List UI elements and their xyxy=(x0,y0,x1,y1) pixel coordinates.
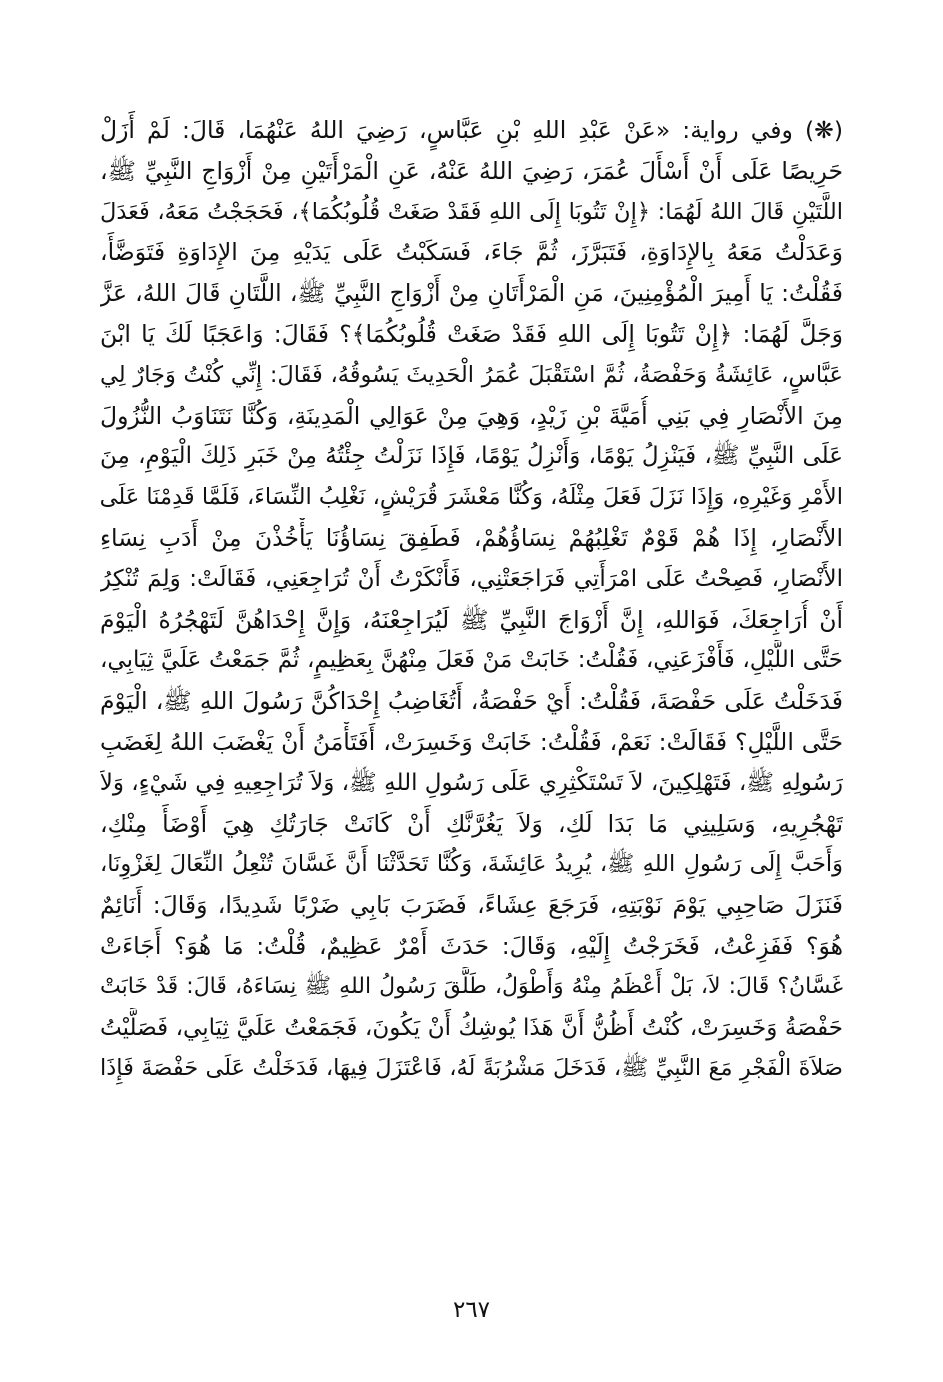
text-line-2: حَرِيصًا عَلَى أَنْ أَسْأَلَ عُمَرَ، رَضِيَ اللهُ عَنْهُ، عَنِ الْمَرْأَتَيْنِ مِنْ أَزْوَاجِ النَّبِيِّ ﷺ، xyxy=(100,156,843,185)
text-line-24: صَلاَةَ الْفَجْرِ مَعَ النَّبِيِّ ﷺ، فَدَخَلَ مَشْرُبَةً لَهُ، فَاعْتَزَلَ فِيهَا، فَدَخَلْتُ عَلَى حَفْصَةَ فَإِذَا xyxy=(100,1055,843,1082)
text-line-17: رَسُولِهِ ﷺ، فَتَهْلِكِينَ، لاَ تَسْتَكْثِرِي عَلَى رَسُولِ اللهِ ﷺ، وَلاَ تُرَاجِعِيهِ فِي شَيْءٍ، وَلاَ xyxy=(100,769,843,796)
text-line-13: أَنْ أُرَاجِعَكَ، فَوَاللهِ، إِنَّ أَزْوَاجَ النَّبِيِّ ﷺ لَيُرَاجِعْنَهُ، وَإِنَّ إِحْدَاهُنَّ لَتَهْجُرُهُ الْيَوْمَ xyxy=(100,605,843,634)
text-line-3: اللَّتَيْنِ قَالَ اللهُ لَهُمَا: ﴿إِنْ تَتُوبَا إِلَى اللهِ فَقَدْ صَغَتْ قُلُوبُكُمَا﴾، فَحَجَجْتُ مَعَهُ، فَعَدَلَ xyxy=(100,198,843,225)
text-line-19: وَأَحَبَّ إِلَى رَسُولِ اللهِ ﷺ، يُرِيدُ عَائِشَةَ، وَكُنَّا تَحَدَّثْنَا أَنَّ غَسَّانَ تُنْعِلُ النِّعَالَ لِغَزْوِنَا، xyxy=(100,851,843,878)
text-line-18: تَهْجُرِيهِ، وَسَلِينِي مَا بَدَا لَكِ، وَلاَ يَغُرَّنَّكِ أَنْ كَانَتْ جَارَتُكِ هِيَ أَوْضَأَ مِنْكِ، xyxy=(100,809,843,838)
text-line-4: وَعَدَلْتُ مَعَهُ بِالإِدَاوَةِ، فَتَبَرَّزَ، ثُمَّ جَاءَ، فَسَكَبْتُ عَلَى يَدَيْهِ مِنَ الإِدَاوَةِ فَتَوَضَّأَ، xyxy=(100,238,843,267)
text-line-14: حَتَّى اللَّيْلِ، فَأَفْزَعَنِي، فَقُلْتُ: خَابَتْ مَنْ فَعَلَ مِنْهُنَّ بِعَظِيمٍ، ثُمَّ جَمَعْتُ عَلَيَّ ثِيَابِي، xyxy=(100,647,843,674)
text-line-20: فَنَزَلَ صَاحِبِي يَوْمَ نَوْبَتِهِ، فَرَجَعَ عِشَاءً، فَضَرَبَ بَابِي ضَرْبًا شَدِيدًا، وَقَالَ: أَنَائِمٌ xyxy=(100,891,843,920)
text-line-7: عَبَّاسٍ، عَائِشَةُ وَحَفْصَةُ، ثُمَّ اسْتَقْبَلَ عُمَرُ الْحَدِيثَ يَسُوقُهُ، فَقَالَ: إِنِّي كُنْتُ وَجَارٌ لِي xyxy=(100,361,843,388)
hadith-text xyxy=(100,110,843,1089)
text-line-10: الأَمْرِ وَغَيْرِهِ، وَإِذَا نَزَلَ فَعَلَ مِثْلَهُ، وَكُنَّا مَعْشَرَ قُرَيْشٍ، نَغْلِبُ النِّسَاءَ، فَلَمَّا قَدِمْنَا عَلَى xyxy=(100,484,843,511)
text-line-22: غَسَّانُ؟ قَالَ: لاَ، بَلْ أَعْظَمُ مِنْهُ وَأَطْوَلُ، طَلَّقَ رَسُولُ اللهِ ﷺ نِسَاءَهُ، قَالَ: قَدْ خَابَتْ xyxy=(100,973,843,999)
text-line-12: الأَنْصَارِ، فَصِحْتُ عَلَى امْرَأَتِي فَرَاجَعَتْنِي، فَأَنْكَرْتُ أَنْ تُرَاجِعَنِي، فَقَالَتْ: وَلِمَ تُنْكِرُ xyxy=(100,565,843,592)
text-line-9: عَلَى النَّبِيِّ ﷺ، فَيَنْزِلُ يَوْمًا، وَأَنْزِلُ يَوْمًا، فَإِذَا نَزَلْتُ جِئْتُهُ مِنْ خَبَرِ ذَلِكَ الْيَوْمِ، مِنَ xyxy=(100,443,843,470)
text-line-23: حَفْصَةُ وَخَسِرَتْ، كُنْتُ أَظُنُّ أَنَّ هَذَا يُوشِكُ أَنْ يَكُونَ، فَجَمَعْتُ عَلَيَّ ثِيَابِي، فَصَلَّيْتُ xyxy=(100,1014,843,1041)
text-line-11: الأَنْصَارِ، إِذَا هُمْ قَوْمٌ تَغْلِبُهُمْ نِسَاؤُهُمْ، فَطَفِقَ نِسَاؤُنَا يَأْخُذْنَ مِنْ أَدَبِ نِسَاءِ xyxy=(100,523,843,552)
text-line-5: فَقُلْتُ: يَا أَمِيرَ الْمُؤْمِنِينَ، مَنِ الْمَرْأَتَانِ مِنْ أَزْوَاجِ النَّبِيِّ ﷺ، اللَّتَانِ قَالَ اللهُ، عَزَّ xyxy=(100,279,843,308)
text-line-1: (❋) وفي رواية: «عَنْ عَبْدِ اللهِ بْنِ عَبَّاسٍ، رَضِيَ اللهُ عَنْهُمَا، قَالَ: لَمْ أَزَلْ xyxy=(100,116,843,144)
text-line-8: مِنَ الأَنْصَارِ فِي بَنِي أُمَيَّةَ بْنِ زَيْدٍ، وَهِيَ مِنْ عَوَالِي الْمَدِينَةِ، وَكُنَّا نَتَنَاوَبُ النُّزُولَ xyxy=(100,401,843,430)
page-number: ٢٦٧ xyxy=(452,1297,491,1323)
text-line-21: هُوَ؟ فَفَزِعْتُ، فَخَرَجْتُ إِلَيْهِ، وَقَالَ: حَدَثَ أَمْرٌ عَظِيمٌ، قُلْتُ: مَا هُوَ؟ أَجَاءَتْ xyxy=(100,931,843,960)
text-line-15: فَدَخَلْتُ عَلَى حَفْصَةَ، فَقُلْتُ: أَيْ حَفْصَةُ، أَتُغَاضِبُ إِحْدَاكُنَّ رَسُولَ اللهِ ﷺ، الْيَوْمَ xyxy=(100,687,843,716)
text-line-16: حَتَّى اللَّيْلِ؟ فَقَالَتْ: نَعَمْ، فَقُلْتُ: خَابَتْ وَخَسِرَتْ، أَفَتَأْمَنُ أَنْ يَغْضَبَ اللهُ لِغَضَبِ xyxy=(100,727,843,756)
text-line-6: وَجَلَّ لَهُمَا: ﴿إِنْ تَتُوبَا إِلَى اللهِ فَقَدْ صَغَتْ قُلُوبُكُمَا﴾؟ فَقَالَ: وَاعَجَبًا لَكَ يَا ابْنَ xyxy=(100,319,843,348)
